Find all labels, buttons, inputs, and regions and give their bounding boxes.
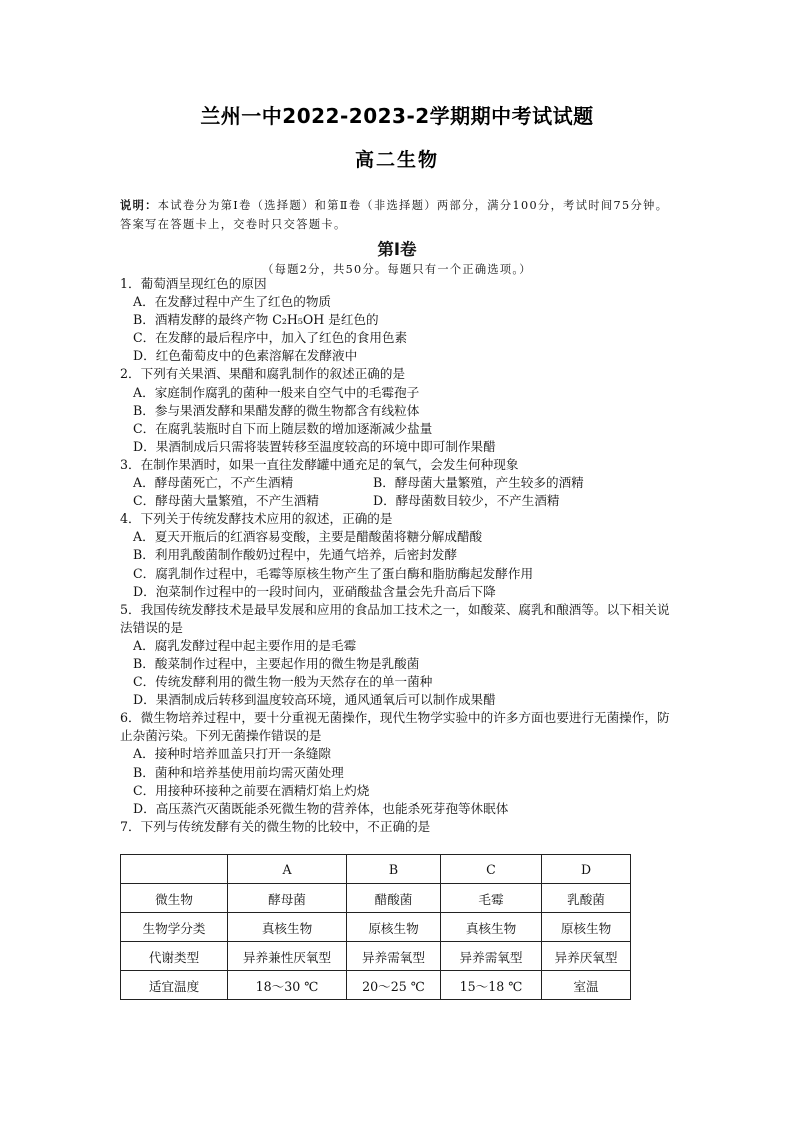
table-row bbox=[121, 884, 631, 913]
option-row bbox=[120, 474, 680, 492]
option-c: C．在发酵的最后程序中，加入了红色的食用色素 bbox=[133, 330, 408, 346]
option-a: A．腐乳发酵过程中起主要作用的是毛霉 bbox=[133, 637, 357, 653]
microbe-comparison-table bbox=[120, 854, 631, 1000]
option-c: C．腐乳制作过程中，毛霉等原核生物产生了蛋白酶和脂肪酶起发酵作用 bbox=[133, 565, 534, 581]
section-note: （每题2分，共50分。每题只有一个正确选项。） bbox=[262, 263, 532, 276]
question-5 bbox=[120, 601, 680, 710]
question-list bbox=[120, 275, 680, 836]
table-cell: B bbox=[347, 855, 441, 884]
question-3 bbox=[120, 456, 680, 510]
table-cell: 异养需氧型 bbox=[347, 942, 441, 971]
question-2 bbox=[120, 365, 680, 455]
question-4 bbox=[120, 510, 680, 600]
exam-subject: 高二生物 bbox=[354, 149, 439, 171]
option-b: B．酒精发酵的最终产物 C₂H₅OH 是红色的 bbox=[133, 312, 379, 328]
option-a: A．夏天开瓶后的红酒容易变酸，主要是醋酸菌将糖分解成醋酸 bbox=[133, 529, 483, 545]
question-stem: 6．微生物培养过程中，要十分重视无菌操作，现代生物学实验中的许多方面也要进行无菌操作，防止杂菌污染。下列无菌操作错误的是 bbox=[120, 710, 670, 744]
option-b: B．参与果酒发酵和果醋发酵的微生物都含有线粒体 bbox=[133, 402, 420, 418]
table-cell: A bbox=[228, 855, 347, 884]
option-d: D．果酒制成后转移到温度较高环境，通风通氧后可以制作成果醋 bbox=[133, 692, 496, 708]
table-row bbox=[121, 971, 631, 1000]
table-cell: 20～25 ℃ bbox=[347, 971, 441, 1000]
option-c: C．在腐乳装瓶时自下而上随层数的增加逐渐减少盐量 bbox=[133, 420, 433, 436]
option-c: C．用接种环接种之前要在酒精灯焰上灼烧 bbox=[133, 782, 370, 798]
table-cell: 异养需氧型 bbox=[441, 942, 542, 971]
option-b: B．菌种和培养基使用前均需灭菌处理 bbox=[133, 764, 344, 780]
question-6 bbox=[120, 709, 680, 818]
question-stem: 3．在制作果酒时，如果一直往发酵罐中通充足的氧气，会发生何种现象 bbox=[120, 456, 519, 472]
table-cell: 适宜温度 bbox=[121, 971, 228, 1000]
option-d: D．高压蒸汽灭菌既能杀死微生物的营养体，也能杀死芽孢等休眠体 bbox=[133, 800, 509, 816]
option-a: A．家庭制作腐乳的菌种一般来自空气中的毛霉孢子 bbox=[133, 384, 420, 400]
table-row bbox=[121, 942, 631, 971]
instructions-label: 说明： bbox=[120, 198, 158, 212]
table-cell: 酵母菌 bbox=[228, 884, 347, 913]
option-b: B．酵母菌大量繁殖，产生较多的酒精 bbox=[373, 475, 584, 491]
table-cell: 15～18 ℃ bbox=[441, 971, 542, 1000]
table-cell: 异养厌氧型 bbox=[542, 942, 631, 971]
table-cell: 代谢类型 bbox=[121, 942, 228, 971]
option-d: D．红色葡萄皮中的色素溶解在发酵液中 bbox=[133, 348, 358, 364]
option-a: A．接种时培养皿盖只打开一条缝隙 bbox=[133, 746, 332, 762]
question-stem: 5．我国传统发酵技术是最早发展和应用的食品加工技术之一，如酸菜、腐乳和酿酒等。以下相关说法错误的是 bbox=[120, 601, 670, 635]
table-cell: 醋酸菌 bbox=[347, 884, 441, 913]
table-cell: D bbox=[542, 855, 631, 884]
table-cell: 毛霉 bbox=[441, 884, 542, 913]
option-d: D．酵母菌数目较少，不产生酒精 bbox=[373, 493, 560, 509]
section-title: 第Ⅰ卷 bbox=[377, 240, 417, 259]
exam-title: 兰州一中2022-2023-2学期期中考试试题 bbox=[200, 104, 594, 128]
option-c: C．酵母菌大量繁殖，不产生酒精 bbox=[133, 493, 319, 509]
option-d: D．果酒制成后只需将装置转移至温度较高的环境中即可制作果醋 bbox=[133, 438, 496, 454]
option-a: A．酵母菌死亡，不产生酒精 bbox=[133, 475, 294, 491]
question-stem: 2．下列有关果酒、果醋和腐乳制作的叙述正确的是 bbox=[120, 366, 406, 382]
table-cell: 微生物 bbox=[121, 884, 228, 913]
table-cell: 室温 bbox=[542, 971, 631, 1000]
question-7 bbox=[120, 818, 680, 836]
table-cell: 异养兼性厌氧型 bbox=[228, 942, 347, 971]
table-cell: 生物学分类 bbox=[121, 913, 228, 942]
exam-instructions bbox=[120, 196, 676, 234]
option-d: D．泡菜制作过程中的一段时间内，亚硝酸盐含量会先升高后下降 bbox=[133, 583, 496, 599]
question-stem: 1．葡萄酒呈现红色的原因 bbox=[120, 276, 267, 291]
option-c: C．传统发酵利用的微生物一般为天然存在的单一菌种 bbox=[133, 674, 433, 690]
table-row bbox=[121, 913, 631, 942]
table-cell: 18～30 ℃ bbox=[228, 971, 347, 1000]
table-cell: 真核生物 bbox=[228, 913, 347, 942]
option-b: B．利用乳酸菌制作酸奶过程中，先通气培养，后密封发酵 bbox=[133, 547, 458, 563]
option-a: A．在发酵过程中产生了红色的物质 bbox=[133, 294, 332, 310]
option-b: B．酸菜制作过程中，主要起作用的微生物是乳酸菌 bbox=[133, 655, 420, 671]
question-stem: 4．下列关于传统发酵技术应用的叙述，正确的是 bbox=[120, 511, 393, 527]
table-cell: C bbox=[441, 855, 542, 884]
question-stem: 7．下列与传统发酵有关的微生物的比较中，不正确的是 bbox=[120, 818, 431, 834]
table-cell: 原核生物 bbox=[347, 913, 441, 942]
instructions-text: 本试卷分为第Ⅰ卷（选择题）和第Ⅱ卷（非选择题）两部分，满分100分，考试时间75分钟。答案写在答题卡上，交卷时只交答题卡。 bbox=[120, 199, 669, 231]
question-1 bbox=[120, 275, 680, 365]
table-cell: 原核生物 bbox=[542, 913, 631, 942]
table-cell bbox=[121, 855, 228, 884]
table-header-row bbox=[121, 855, 631, 884]
table-cell: 乳酸菌 bbox=[542, 884, 631, 913]
option-row bbox=[120, 492, 680, 510]
table-cell: 真核生物 bbox=[441, 913, 542, 942]
